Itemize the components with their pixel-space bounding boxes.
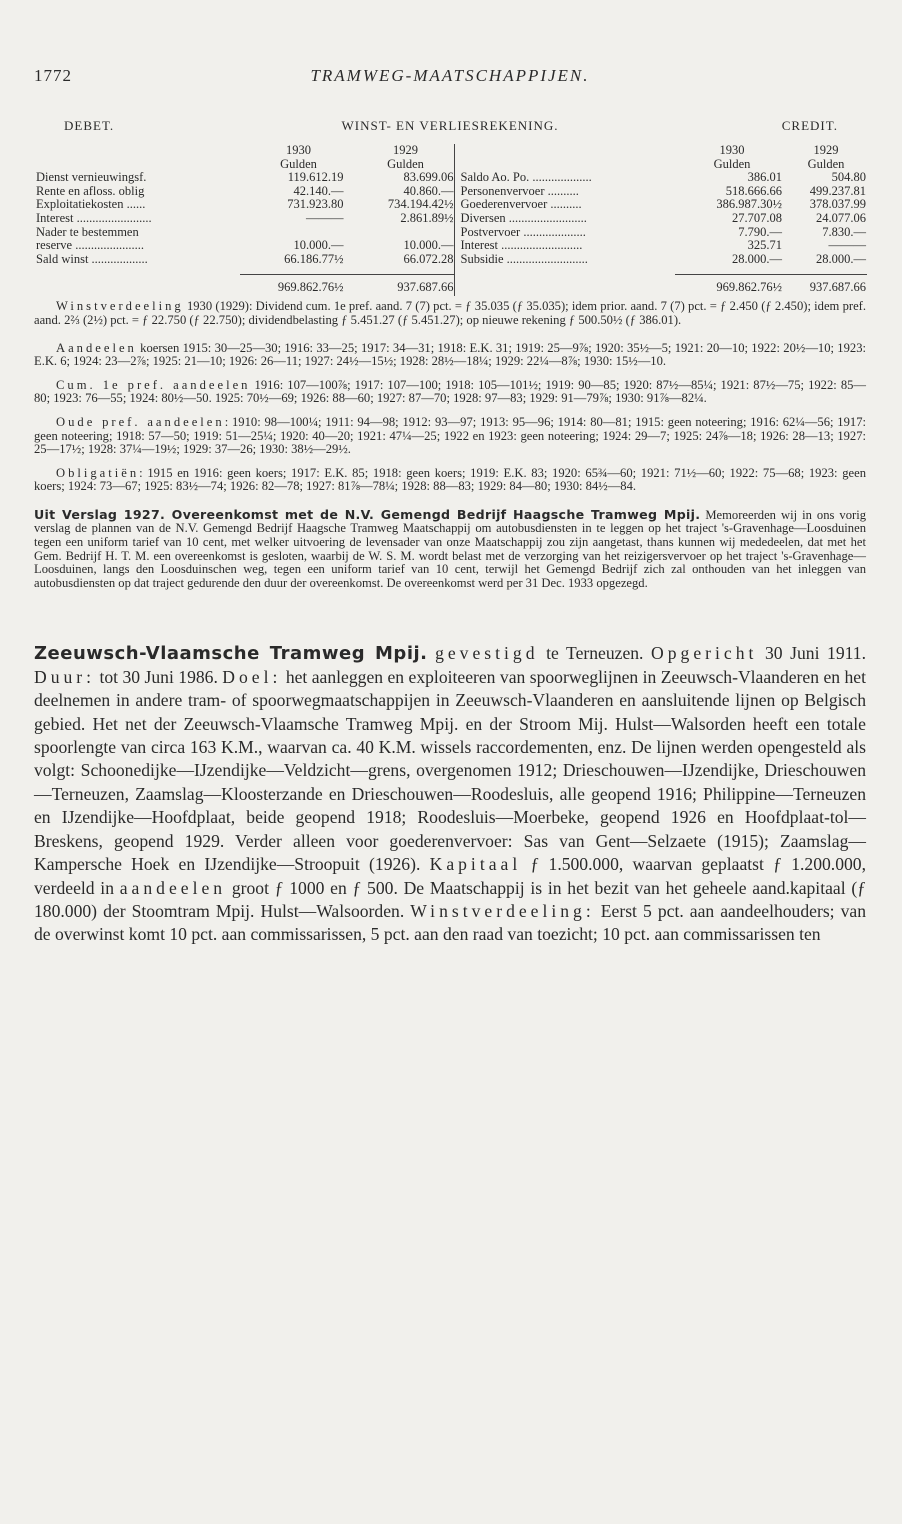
account-title: WINST- EN VERLIESREKENING. [341,118,559,133]
row-label: Exploitatiekosten ...... [36,197,146,212]
entry-key: aandeelen [119,877,227,898]
value-1930: 27.707.08 [732,210,782,225]
table-row [34,253,454,267]
value-1930: ——— [306,210,344,225]
value-1930: 386.987.30½ [716,197,782,212]
year-header: 1930 [286,143,311,157]
oude-pref-paragraph [34,416,866,457]
table-row [455,253,867,267]
profit-loss-account [34,144,866,296]
entry-key: Winstverdeeling: [410,900,595,921]
row-label: Interest ........................ [36,210,152,225]
table-row [34,198,454,212]
credit-rows [455,171,867,266]
row-label: Postvervoer .................... [460,224,586,239]
entry-key: Doel: [222,666,282,687]
entry-text: ƒ 1.500.000, waarvan geplaatst ƒ 1.200.000, verdeeld in [34,854,866,898]
year-header: 1929 [813,143,839,157]
entry-text: tot 30 Juni 1986. [95,666,218,687]
credit-totals [455,266,867,296]
year-header: 1930 [719,143,745,157]
table-row [455,185,867,199]
row-label: Goederenvervoer .......... [460,197,582,212]
row-label: reserve ...................... [36,238,144,253]
entry-text: te Terneuzen. [538,643,644,664]
entry-text: het aanleggen en exploiteeren van spoorweglijnen in Zeeuwsch-Vlaanderen en het deelnemen in andere tram- of spoorwegmaatschappijen in Zeeuwsch-Vlaanderen en aansluitende lijnen op Belgisch gebied. Het net der Zeeuwsch-Vlaamsche Tramweg Mpij. en der Stroom Mij. Hulst—Walsorden heeft een totale spoorlengte van circa 163 K.M., waarvan ca. 40 K.M. wissels raccordementen, enz. De lijnen werden opengesteld als volgt: Schoonedijke—IJzendijke—Veldzicht—grens, overgenomen 1912; Drieschouwen—IJzendijke, Drieschouwen—Terneuzen, Zaamslag—Kloosterzande en Drieschouwen—Roodesluis, alle geopend 1916; Philippine—Terneuzen en IJzendijke—Hoofdplaat, beide geopend 1918; Roodesluis—Moerbeke, geopend 1926 en Hoofdplaat-tol—Breskens, geopend 1929. Verder alleen voor goederenvervoer: Sas van Gent—Selzaete (1915); Zaamslag—Kampersche Hoek en IJzendijke—Stroopuit (1926). [34,666,866,875]
entry-text: groot ƒ 1000 en ƒ 500. De Maatschappij is in het bezit van het geheele aand.kapitaal (ƒ 180.000) der Stoomtram Mpij. Hulst—Walsoorden. [34,877,866,921]
unit-header: Gulden [387,156,424,171]
value-1930: 386.01 [747,170,782,185]
year-header-row [34,144,454,158]
winstverdeeling-paragraph [34,300,866,327]
value-1930: 10.000.— [293,238,344,253]
entry-key: Kapitaal [429,854,522,875]
unit-header: Gulden [807,156,845,171]
value-1929: 499.237.81 [809,183,866,198]
value-1929: 28.000.— [816,251,866,266]
entry-key: Duur: [34,666,96,687]
row-label: Nader te bestemmen [36,224,139,239]
debit-totals [34,266,454,296]
company-entry [34,642,866,946]
row-label: Personenvervoer .......... [460,183,579,198]
row-label: Saldo Ao. Po. ................... [460,170,592,185]
paragraph-text: : 1910: 98—100¼; 1911: 94—98; 1912: 93—97; 1913: 95—96; 1914: 80—81; 1915: geen noteering; 1916: 62¼—56; 1917: geen noteering; 1918: 57—50; 1919: 51—25¼; 1920: 40—20; 1921: 47¼—25; 1922 en 1923: geen noteering; 1924: 29—7; 1925: 24⅞—18; 1926: 28—13; 1927: 25—17½; 1928: 37¼—19½; 1929: 37—26; 1930: 38½—29½. [34,414,866,457]
value-1929: 2.861.89½ [400,210,454,225]
value-1929: 40.860.— [403,183,454,198]
table-row [455,226,867,240]
entry-text: 30 Juni 1911. [757,643,866,664]
value-1930: 731.923.80 [287,197,344,212]
table-row [455,281,867,295]
verslag-paragraph [34,508,866,591]
debit-side [34,144,454,296]
table-row [455,198,867,212]
value-1929: 734.194.42½ [387,197,454,212]
row-label: Interest .......................... [460,238,583,253]
paragraph-key: Winstverdeeling [56,299,184,314]
row-label: Diversen ......................... [460,210,587,225]
paragraph-key: Aandeelen [56,340,137,355]
table-row [34,226,454,240]
total-value: 969.862.76½ [277,280,344,295]
paragraph-text: : 1915 en 1916: geen koers; 1917: E.K. 85; 1918: geen koers; 1919: E.K. 83; 1920: 65¾—60; 1921: 71½—60; 1922: 75—68; 1923: geen koers; 1924: 73—67; 1925: 83½—74; 1926: 82—78; 1927: 81⅞—78¼; 1928: 88—83; 1929: 84—80; 1930: 84½—84. [34,465,866,494]
entry-text: Eerst 5 pct. aan aandeelhouders; van de overwinst komt 10 pct. aan commissarissen, 5 pct. aan den raad van toezicht; 10 pct. aan commissarissen ten [34,900,866,945]
page-header [34,66,866,92]
cum-pref-paragraph [34,379,866,406]
value-1930: 119.612.19 [287,170,344,185]
value-1930: 518.666.66 [725,183,782,198]
paragraph-key: Obligatiën [56,465,140,480]
paragraph-key: Uit Verslag 1927. Overeenkomst met de N.V. Gemengd Bedrijf Haagsche Tramweg Mpij. [34,506,701,522]
total-value: 937.687.66 [397,280,454,295]
aandeelen-paragraph [34,342,866,369]
paragraph-text: 1916: 107—100⅞; 1917: 107—100; 1918: 105—101½; 1919: 90—85; 1920: 87½—85¼; 1921: 87½—75; 1922: 85—80; 1923: 76—55; 1924: 80½—50. 1925: 70½—69; 1926: 88—60; 1927: 87—70; 1928: 97—83; 1929: 91—79⅞; 1930: 91⅞—82¼. [34,377,867,406]
year-header-row [455,144,867,158]
table-row [34,212,454,226]
row-label: Sald winst .................. [36,251,148,266]
total-value: 969.862.76½ [716,280,782,295]
page-number: 1772 [34,66,72,85]
value-1929: ——— [828,238,866,253]
value-1929: 10.000.— [403,238,454,253]
value-1929: 83.699.06 [403,170,454,185]
row-label: Rente en afloss. oblig [36,183,145,198]
total-rule [240,274,454,275]
page [34,66,866,964]
row-label: Dienst vernieuwingsf. [36,170,147,185]
unit-header: Gulden [713,156,751,171]
table-row [34,185,454,199]
credit-side [454,144,867,296]
value-1929: 504.80 [831,170,866,185]
table-row [34,171,454,185]
paragraph-key: Oude pref. aandeelen [56,414,225,429]
value-1930: 28.000.— [732,251,782,266]
unit-header-row [455,158,867,172]
total-rule [675,274,867,275]
value-1930: 7.790.— [738,224,782,239]
total-value: 937.687.66 [809,280,866,295]
value-1929: 378.037.99 [809,197,866,212]
value-1930: 66.186.77½ [284,251,344,266]
year-header: 1929 [393,143,418,157]
credit-label: CREDIT. [781,118,838,133]
obligatien-paragraph [34,467,866,494]
table-row [34,239,454,253]
unit-header: Gulden [280,156,317,171]
table-row [455,239,867,253]
debit-label: DEBET. [64,118,115,133]
account-heading [34,118,866,138]
row-label: Subsidie .......................... [460,251,588,266]
value-1929: 66.072.28 [403,251,454,266]
paragraph-text: 1930 (1929): Dividend cum. 1e pref. aand. 7 (7) pct. = ƒ 35.035 (ƒ 35.035); idem prior. aand. 7 (7) pct. = ƒ 2.450 (ƒ 2.450); idem pref. aand. 2⅔ (2½) pct. = ƒ 22.750 (ƒ 22.750); dividendbelasting ƒ 5.451.27 (ƒ 5.451.27); op nieuwe rekening ƒ 500.50½ (ƒ 386.01). [34,299,866,327]
running-title: TRAMWEG-MAATSCHAPPIJEN. [310,66,590,85]
entry-key: gevestigd [435,643,539,664]
paragraph-text: koersen 1915: 30—25—30; 1916: 33—25; 1917: 34—31; 1918: E.K. 31; 1919: 25—9⅞; 1920: 35½—5; 1921: 20—10; 1922: 20½—10; 1923: E.K. 6; 1924: 23—2⅞; 1925: 21—10; 1926: 26—11; 1927: 24½—15½; 1928: 28½—18¼; 1929: 22¼—8⅞; 1930: 15½—10. [34,340,866,369]
value-1930: 42.140.— [293,183,344,198]
table-row [455,212,867,226]
entry-key: Opgericht [651,643,758,664]
paragraph-key: Cum. 1e pref. aandeelen [56,377,251,392]
unit-header-row [34,158,454,172]
company-name: Zeeuwsch-Vlaamsche Tramweg Mpij. [34,643,428,665]
paragraph-text: Memoreerden wij in ons vorig verslag de plannen van de N.V. Gemengd Bedrijf Haagsche Tramweg Maatschappij om autobusdiensten in te leggen op het traject 's-Gravenhage—Loosduinen tegen een uniform tarief van 10 cent, met welker uitvoering de levensader van onze Maatschappij zou zijn aangetast, thans kunnen wij mededeelen, dat met het Gem. Bedrijf H. T. M. een overeenkomst is gesloten, waarbij de W. S. M. wordt belast met de verzorging van het reizigersvervoer op het traject 's-Gravenhage—Loosduinen, langs den Loosduinschen weg, tegen een uniform tarief van 10 cent, terwijl het Gemengd Bedrijf zich zal onthouden van het inleggen van autobusdiensten op dat traject gedurende den duur der overeenkomst. De overeenkomst werd per 31 Dec. 1933 opgezegd. [34,507,866,590]
value-1929: 7.830.— [822,224,866,239]
debit-rows [34,171,454,266]
table-row [34,281,454,295]
value-1930: 325.71 [747,238,782,253]
value-1929: 24.077.06 [816,210,866,225]
table-row [455,171,867,185]
